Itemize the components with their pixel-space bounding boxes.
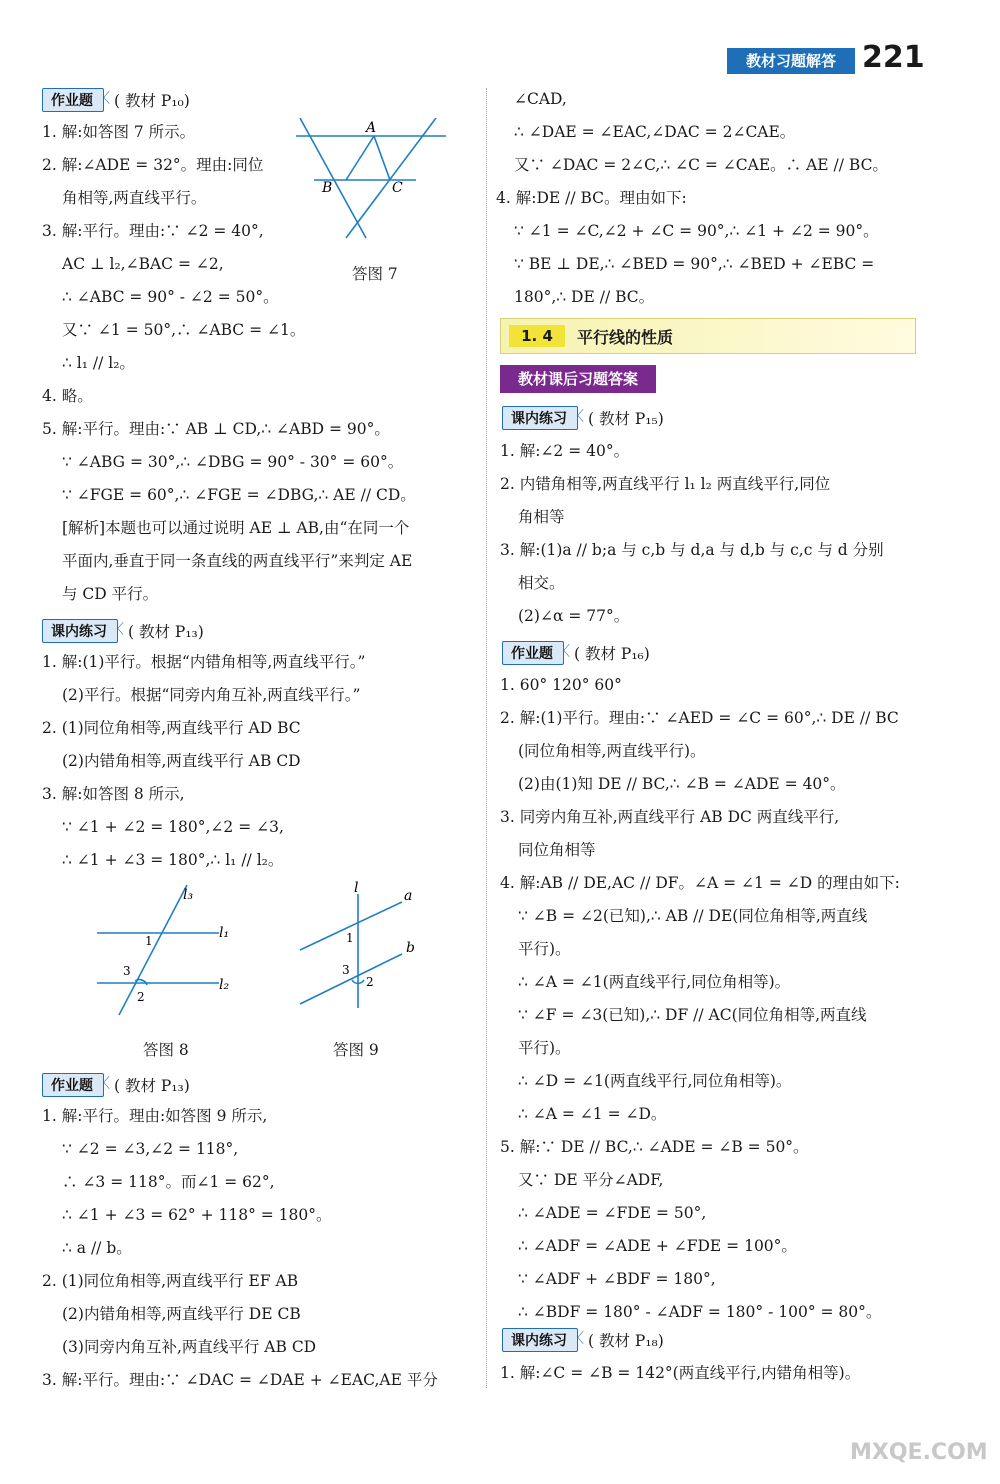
text-line: 4. 略。	[42, 387, 93, 405]
text-line: 3. 解:如答图 8 所示,	[42, 785, 185, 803]
text-line: 4. 解:DE // BC。理由如下:	[496, 189, 687, 207]
text-line: ∵ BE ⊥ DE,∴ ∠BED = 90°,∴ ∠BED + ∠EBC =	[514, 255, 875, 273]
text-line: ∴ ∠D = ∠1(两直线平行,同位角相等)。	[518, 1072, 792, 1090]
fig8-label-3: 3	[123, 964, 131, 978]
text-line: 3. 解:(1)a // b;a 与 c,b 与 d,a 与 d,b 与 c,c 与 d 分别	[500, 541, 884, 559]
text-line: 相交。	[518, 574, 565, 592]
text-line: 3. 同旁内角互补,两直线平行 AB DC 两直线平行,	[500, 808, 840, 826]
text-line: ∴ ∠DAE = ∠EAC,∠DAC = 2∠CAE。	[514, 123, 796, 141]
text-line: 同位角相等	[518, 841, 596, 859]
fig9-caption: 答图 9	[333, 1041, 379, 1059]
text-line: ∴ ∠1 + ∠3 = 180°,∴ l₁ // l₂。	[62, 851, 284, 869]
textbook-page-ref: ( 教材 P₁₀)	[114, 92, 190, 110]
text-line: 1. 解:如答图 7 所示。	[42, 123, 196, 141]
textbook-page-ref: ( 教材 P₁₃)	[128, 623, 204, 641]
fig9-label-b: b	[406, 940, 415, 956]
textbook-page-ref: ( 教材 P₁₆)	[574, 645, 650, 663]
text-line: 180°,∴ DE // BC。	[514, 288, 655, 306]
text-line: ∵ ∠1 + ∠2 = 180°,∠2 = ∠3,	[62, 818, 284, 836]
text-line: (2)由(1)知 DE // BC,∴ ∠B = ∠ADE = 40°。	[518, 775, 846, 793]
text-line: 2. (1)同位角相等,两直线平行 AD BC	[42, 719, 301, 737]
text-line: ∵ ∠1 = ∠C,∠2 + ∠C = 90°,∴ ∠1 + ∠2 = 90°。	[514, 222, 879, 240]
fig9-label-2: 2	[366, 975, 374, 989]
text-line: 又∵ DE 平分∠ADF,	[518, 1171, 664, 1189]
exercise-tag-label: 作业题 〈	[502, 641, 564, 665]
text-line: 1. 60° 120° 60°	[500, 676, 622, 694]
fig8-caption: 答图 8	[143, 1041, 189, 1059]
section-title: 平行线的性质	[577, 328, 674, 347]
figure-7	[296, 118, 456, 246]
textbook-page-ref: ( 教材 P₁₈)	[588, 1332, 664, 1350]
textbook-page-ref: ( 教材 P₁₃)	[114, 1077, 190, 1095]
text-line: 1. 解:∠C = ∠B = 142°(两直线平行,内错角相等)。	[500, 1364, 861, 1382]
text-line: (3)同旁内角互补,两直线平行 AB CD	[62, 1338, 317, 1356]
text-line: ∵ ∠FGE = 60°,∴ ∠FGE = ∠DBG,∴ AE // CD。	[62, 486, 416, 504]
text-line: 又∵ ∠DAC = 2∠C,∴ ∠C = ∠CAE。∴ AE // BC。	[514, 156, 888, 174]
text-line: 角相等	[518, 508, 565, 526]
text-line: 平行)。	[518, 1039, 571, 1057]
textbook-page-ref: ( 教材 P₁₅)	[588, 410, 664, 428]
text-line: 平面内,垂直于同一条直线的两直线平行”来判定 AE	[62, 552, 413, 570]
column-divider	[486, 88, 487, 1388]
figure-9	[298, 880, 430, 1010]
text-line: ∵ ∠B = ∠2(已知),∴ AB // DE(同位角相等,两直线	[518, 907, 868, 925]
text-line: (2)∠α = 77°。	[518, 607, 630, 625]
text-line: (2)内错角相等,两直线平行 AB CD	[62, 752, 301, 770]
header-badge: 教材习题解答	[727, 48, 855, 74]
exercise-tag	[42, 1073, 190, 1097]
text-line: 4. 解:AB // DE,AC // DF。∠A = ∠1 = ∠D 的理由如下:	[500, 874, 900, 892]
text-line: ∴ ∠ADE = ∠FDE = 50°,	[518, 1204, 707, 1222]
exercise-tag-label: 作业题 〈	[42, 88, 104, 112]
fig7-label-c: C	[392, 180, 403, 196]
watermark-text: MXQE.COM	[850, 1440, 988, 1465]
fig7-label-a: A	[366, 120, 377, 136]
text-line: 2. 解:(1)平行。理由:∵ ∠AED = ∠C = 60°,∴ DE // BC	[500, 709, 899, 727]
text-line: 2. 内错角相等,两直线平行 l₁ l₂ 两直线平行,同位	[500, 475, 831, 493]
exercise-tag	[42, 88, 190, 112]
text-line: ∴ a // b。	[62, 1239, 132, 1257]
section-number: 1. 4	[509, 325, 565, 347]
text-line: (2)平行。根据“同旁内角互补,两直线平行。”	[62, 686, 361, 704]
exercise-tag	[502, 406, 664, 430]
exercise-tag	[502, 641, 650, 665]
answers-band: 教材课后习题答案	[500, 365, 656, 393]
fig9-label-a: a	[404, 888, 413, 904]
text-line: 角相等,两直线平行。	[62, 189, 207, 207]
watermark	[850, 1440, 988, 1465]
exercise-tag-label: 课内练习 〈	[502, 406, 578, 430]
fig9-label-l: l	[354, 880, 359, 896]
text-line: ∴ l₁ // l₂。	[62, 354, 135, 372]
exercise-tag-label: 课内练习 〈	[502, 1328, 578, 1352]
text-line: ∴ ∠1 + ∠3 = 62° + 118° = 180°。	[62, 1206, 332, 1224]
text-line: 1. 解:∠2 = 40°。	[500, 442, 630, 460]
text-line: AC ⊥ l₂,∠BAC = ∠2,	[62, 255, 224, 273]
exercise-tag	[42, 619, 204, 643]
fig8-label-l2: l₂	[219, 977, 230, 993]
text-line: ∴ ∠ADF = ∠ADE + ∠FDE = 100°。	[518, 1237, 797, 1255]
text-line: ∴ ∠BDF = 180° - ∠ADF = 180° - 100° = 80°。	[518, 1303, 882, 1321]
text-line: (2)内错角相等,两直线平行 DE CB	[62, 1305, 301, 1323]
exercise-tag-label: 课内练习 〈	[42, 619, 118, 643]
text-line: ∠CAD,	[514, 90, 567, 108]
figure-8	[95, 885, 245, 1017]
text-line: ∴ ∠A = ∠1(两直线平行,同位角相等)。	[518, 973, 791, 991]
fig8-label-1: 1	[145, 934, 153, 948]
text-line: 与 CD 平行。	[62, 585, 159, 603]
text-line: 3. 解:平行。理由:∵ ∠2 = 40°,	[42, 222, 264, 240]
fig7-label-b: B	[322, 180, 333, 196]
fig9-label-3: 3	[342, 963, 350, 977]
text-line: 2. 解:∠ADE = 32°。理由:同位	[42, 156, 264, 174]
text-line: ∵ ∠ABG = 30°,∴ ∠DBG = 90° - 30° = 60°。	[62, 453, 404, 471]
fig8-label-l1: l₁	[219, 925, 230, 941]
text-line: ∵ ∠F = ∠3(已知),∴ DF // AC(同位角相等,两直线	[518, 1006, 867, 1024]
text-line: 3. 解:平行。理由:∵ ∠DAC = ∠DAE + ∠EAC,AE 平分	[42, 1371, 438, 1389]
text-line: ∴ ∠3 = 118°。而∠1 = 62°,	[62, 1173, 275, 1191]
page-number: 221	[862, 40, 925, 75]
section-heading	[500, 318, 916, 354]
text-line: 1. 解:平行。理由:如答图 9 所示,	[42, 1107, 268, 1125]
text-line: (同位角相等,两直线平行)。	[518, 742, 706, 760]
text-line: 5. 解:∵ DE // BC,∴ ∠ADE = ∠B = 50°。	[500, 1138, 809, 1156]
text-line: 5. 解:平行。理由:∵ AB ⊥ CD,∴ ∠ABD = 90°。	[42, 420, 390, 438]
text-line: 又∵ ∠1 = 50°,∴ ∠ABC = ∠1。	[62, 321, 306, 339]
text-line: ∴ ∠A = ∠1 = ∠D。	[518, 1105, 667, 1123]
fig7-caption: 答图 7	[352, 265, 398, 283]
text-line: ∵ ∠2 = ∠3,∠2 = 118°,	[62, 1140, 239, 1158]
fig9-label-1: 1	[346, 931, 354, 945]
text-line: [解析]本题也可以通过说明 AE ⊥ AB,由“在同一个	[62, 519, 410, 537]
text-line: ∴ ∠ABC = 90° - ∠2 = 50°。	[62, 288, 279, 306]
exercise-tag-label: 作业题 〈	[42, 1073, 104, 1097]
fig8-label-l3: l₃	[183, 887, 194, 903]
text-line: 1. 解:(1)平行。根据“内错角相等,两直线平行。”	[42, 653, 366, 671]
exercise-tag	[502, 1328, 664, 1352]
fig8-label-2: 2	[137, 990, 145, 1004]
text-line: ∵ ∠ADF + ∠BDF = 180°,	[518, 1270, 716, 1288]
text-line: 2. (1)同位角相等,两直线平行 EF AB	[42, 1272, 299, 1290]
text-line: 平行)。	[518, 940, 571, 958]
